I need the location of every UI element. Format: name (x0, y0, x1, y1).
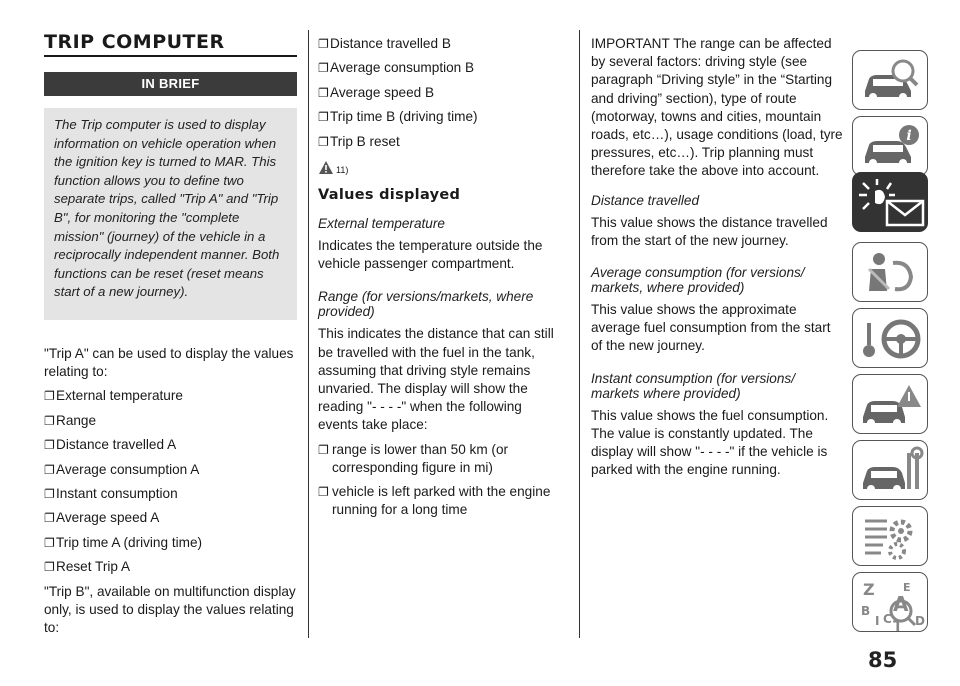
trip-a-item (44, 461, 297, 479)
trip-b-item-text: Trip time B (driving time) (330, 109, 478, 125)
tab-getting-to-know-car[interactable] (852, 50, 928, 110)
instant-consumption-text: This value shows the fuel consumption. The value is constantly updated. The display will show "- - - -" if the vehicle is parked with the engine running. (591, 407, 829, 478)
tab-technical-specifications[interactable] (852, 506, 928, 566)
checkbox-bullet-icon: ❐ (44, 413, 55, 428)
svg-text:I: I (875, 614, 880, 628)
trip-a-item-text: Trip time A (driving time) (56, 534, 203, 550)
range-condition-item (318, 483, 564, 519)
checkbox-bullet-icon: ❐ (318, 442, 329, 457)
checkbox-bullet-icon: ❐ (318, 37, 329, 51)
checkbox-bullet-icon: ❐ (44, 511, 55, 526)
trip-b-item (318, 108, 564, 126)
instant-consumption-label: Instant consumption (for versions/ markets where provided) (591, 370, 795, 401)
range-text: This indicates the distance that can still be travelled with the fuel in the tank, assuming that driving style remains unvaried. The display will show the reading "- - - -" when the following events take place: (318, 326, 554, 433)
trip-a-intro: "Trip A" can be used to display the values relating to: (44, 346, 294, 380)
column-divider-2 (579, 30, 580, 638)
column-divider-1 (308, 30, 309, 638)
trip-a-item (44, 412, 297, 430)
page-title: TRIP COMPUTER (44, 31, 225, 53)
svg-text:i: i (906, 128, 912, 144)
checkbox-bullet-icon: ❐ (44, 462, 55, 477)
trip-b-item-text: Average consumption B (330, 60, 475, 76)
trip-b-intro: "Trip B", available on multifunction display only, is used to display the values relating to: (44, 583, 296, 635)
tab-know-instrument-panel[interactable] (852, 116, 928, 176)
warning-triangle-icon (318, 160, 334, 175)
warning-reference (318, 157, 564, 175)
important-note: IMPORTANT The range can be affected by several factors: driving style (see paragraph “Driving style” in the “Starting and driving” section), type of route (motorway, towns and cities, mountain roads, etc…), usage conditions (load, tyre pressures, etc…). Trip planning must therefore take the above into account. (591, 36, 843, 179)
checkbox-bullet-icon: ❐ (44, 438, 55, 453)
checkbox-bullet-icon: ❐ (44, 560, 55, 575)
average-consumption-text: This value shows the approximate average fuel consumption from the start of the new journey. (591, 302, 831, 354)
tab-index[interactable] (852, 572, 928, 632)
trip-b-item (318, 35, 564, 53)
range-condition-item-text: range is lower than 50 km (or corresponding figure in mi) (332, 441, 509, 475)
average-consumption-label: Average consumption (for versions/ markets, where provided) (591, 265, 805, 296)
trip-a-item-text: Range (56, 412, 97, 428)
trip-a-list (44, 387, 297, 576)
svg-text:E: E (903, 581, 911, 594)
svg-text:B: B (861, 604, 871, 618)
in-brief-heading: IN BRIEF (44, 72, 297, 96)
in-brief-text: The Trip computer is used to display information on vehicle operation when the ignition key is turned to MAR. This function allows you to define two separate trips, called "Trip A" and "Trip B", for monitoring the "complete mission" (journey) of the vehicle in a reciprocally independent manner. Both functions can be reset (reset means start of a new journey). (44, 108, 297, 320)
svg-text:T: T (893, 619, 903, 633)
checkbox-bullet-icon: ❐ (318, 85, 329, 100)
car-search-icon (853, 51, 929, 111)
warning-ref-number: 11) (336, 164, 349, 175)
trip-b-item (318, 59, 564, 77)
trip-b-item (318, 133, 564, 151)
checkbox-bullet-icon: ❐ (318, 61, 329, 76)
values-displayed-heading: Values displayed (318, 186, 461, 203)
checkbox-bullet-icon: ❐ (44, 535, 55, 550)
trip-a-item (44, 436, 297, 454)
tab-warning-lights[interactable] (852, 172, 928, 232)
tab-safety[interactable] (852, 242, 928, 302)
svg-text:D: D (915, 614, 925, 628)
checkbox-bullet-icon: ❐ (44, 389, 55, 404)
trip-a-item (44, 485, 297, 503)
page-number: 85 (868, 648, 898, 672)
trip-b-item (318, 84, 564, 102)
external-temperature-text: Indicates the temperature outside the vehicle passenger compartment. (318, 237, 543, 272)
trip-b-item-text: Trip B reset (330, 133, 400, 149)
range-conditions-list (318, 441, 564, 520)
trip-a-item (44, 534, 297, 552)
tab-in-an-emergency[interactable] (852, 374, 928, 434)
trip-a-item-text: Average speed A (56, 510, 160, 526)
dashboard-warning-light-icon (853, 173, 929, 233)
trip-a-item-text: Reset Trip A (56, 559, 131, 575)
trip-a-item (44, 509, 297, 527)
tab-servicing-care[interactable] (852, 440, 928, 500)
trip-a-section (44, 345, 297, 637)
trip-a-item (44, 387, 297, 405)
tab-starting-driving[interactable] (852, 308, 928, 368)
trip-a-item-text: External temperature (56, 388, 183, 404)
checkbox-bullet-icon: ❐ (318, 110, 329, 125)
title-rule (44, 55, 297, 57)
distance-travelled-label: Distance travelled (591, 192, 700, 208)
trip-b-item-text: Distance travelled B (330, 36, 451, 51)
checkbox-bullet-icon: ❐ (318, 134, 329, 149)
range-condition-item-text: vehicle is left parked with the engine running for a long time (332, 483, 551, 518)
trip-a-item-text: Average consumption A (56, 461, 200, 477)
specifications-gear-icon (853, 507, 929, 567)
svg-text:C: C (883, 612, 892, 626)
trip-a-item-text: Distance travelled A (56, 437, 177, 453)
svg-text:A: A (893, 592, 909, 616)
seatbelt-airbag-icon (853, 243, 929, 303)
svg-text:Z: Z (863, 580, 875, 599)
range-label: Range (for versions/markets, where provided) (318, 289, 534, 320)
car-warning-triangle-icon (853, 375, 929, 435)
alphabetical-index-icon (853, 573, 929, 633)
trip-b-list (318, 35, 564, 151)
car-service-tools-icon (853, 441, 929, 501)
trip-b-item-text: Average speed B (330, 84, 435, 100)
range-condition-item (318, 441, 564, 477)
external-temperature-label: External temperature (318, 215, 445, 231)
checkbox-bullet-icon: ❐ (318, 484, 329, 499)
trip-a-item-text: Instant consumption (56, 485, 178, 501)
checkbox-bullet-icon: ❐ (44, 486, 55, 501)
distance-travelled-text: This value shows the distance travelled from the start of the new journey. (591, 214, 828, 248)
trip-a-item (44, 558, 297, 576)
car-info-icon (853, 117, 929, 177)
key-steering-wheel-icon (853, 309, 929, 369)
